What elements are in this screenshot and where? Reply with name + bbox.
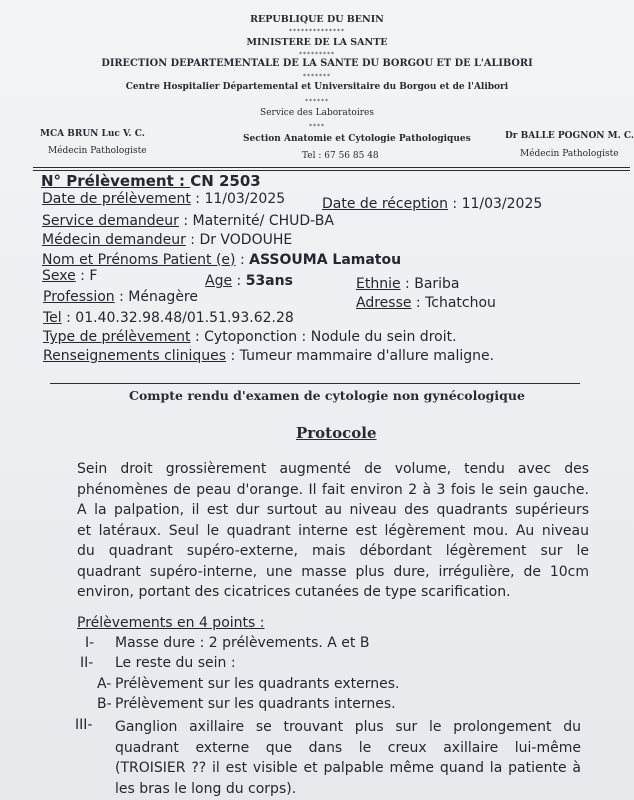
left-doctor-title: Médecin Pathologiste <box>48 146 147 156</box>
sample-type-value: : Cytoponction : Nodule du sein droit. <box>190 329 457 345</box>
header-stars: ********* <box>299 51 335 58</box>
clinical-info-row <box>43 348 494 364</box>
left-doctor-name: MCA BRUN Luc V. C. <box>40 129 145 139</box>
paragraph-line: Sein droit grossièrement augmenté de volume, tendu avec des <box>77 461 589 477</box>
paragraph-line: quadrant supéro-interne, une masse plus dure, irrégulière, de 10cm <box>77 563 589 580</box>
ethnicity-value: : Bariba <box>400 276 460 292</box>
ethnicity-label: Ethnie <box>356 276 401 292</box>
header-divider <box>33 170 630 171</box>
header-stars: ************** <box>289 28 345 35</box>
sample-number-row <box>41 172 261 190</box>
service-label: Service demandeur <box>42 213 179 229</box>
service-row <box>42 213 334 229</box>
reception-date-row <box>322 196 542 212</box>
sex-value: : F <box>75 268 98 284</box>
address-value: : Tchatchou <box>411 295 496 311</box>
header-stars: **** <box>309 123 325 130</box>
list-marker: II- <box>80 655 94 671</box>
sample-number-label: N° Prélèvement : <box>41 172 191 190</box>
sex-row <box>42 268 97 284</box>
list-marker: III- <box>75 717 93 733</box>
header-country: REPUBLIQUE DU BENIN <box>250 14 384 25</box>
phone-label: Tel <box>43 310 62 326</box>
list-marker: I- <box>85 635 95 651</box>
axillary-line: Ganglion axillaire se trouvant plus sur le prolongement du <box>115 719 581 735</box>
axillary-line: (TROISIER ?? il est visible et palpable même quand la patiente à <box>115 760 581 776</box>
patient-name-label: Nom et Prénoms Patient (e) <box>42 252 236 268</box>
axillary-note <box>115 717 581 799</box>
paragraph-line: environ, portant des cicatrices cutanées de type scarification. <box>77 584 511 600</box>
list-marker: B- <box>97 696 112 712</box>
doctor-value: : Dr VODOUHE <box>185 232 293 248</box>
address-label: Adresse <box>356 295 412 311</box>
patient-name-separator: : <box>235 252 250 268</box>
list-item-text: Masse dure : 2 prélèvements. A et B <box>115 635 370 651</box>
sample-number-value: CN 2503 <box>190 172 261 190</box>
age-value: 53ans <box>245 273 293 289</box>
report-title: Compte rendu d'examen de cytologie non gynécologique <box>129 388 525 403</box>
paragraph-line: du quadrant supéro-externe, mais débordant légèrement sur le <box>77 543 589 559</box>
header-ministry: MINISTERE DE LA SANTE <box>246 37 388 48</box>
sampling-date-value: : 11/03/2025 <box>190 191 286 207</box>
doctor-label: Médecin demandeur <box>42 232 186 248</box>
ethnicity-row <box>356 276 460 292</box>
paragraph-line: et latéraux. Seul le quadrant interne est légèrement mou. Au niveau <box>77 522 589 539</box>
header-section: Section Anatomie et Cytologie Pathologiques <box>243 134 471 144</box>
header-direction: DIRECTION DEPARTEMENTALE DE LA SANTE DU BORGOU ET DE L'ALIBORI <box>101 58 533 69</box>
clinical-info-value: : Tumeur mammaire d'allure maligne. <box>226 348 495 364</box>
age-label: Age <box>205 273 233 289</box>
patient-name-value: ASSOUMA Lamatou <box>249 252 402 268</box>
sampling-date-label: Date de prélèvement <box>42 191 191 207</box>
list-marker: A- <box>97 676 112 692</box>
doctor-row <box>42 232 292 248</box>
header-tel: Tel : 67 56 85 48 <box>302 151 379 161</box>
list-item-text: Prélèvement sur les quadrants internes. <box>115 696 396 712</box>
right-doctor-title: Médecin Pathologiste <box>520 149 619 159</box>
header-divider <box>33 167 630 168</box>
age-separator: : <box>232 273 246 289</box>
section-divider <box>50 383 580 384</box>
profession-row <box>43 289 198 305</box>
header-hospital: Centre Hospitalier Départemental et Universitaire du Borgou et de l'Alibori <box>125 82 509 92</box>
paragraph-line: phénomènes de peau d'orange. Il fait environ 2 à 3 fois le sein gauche. <box>77 481 589 498</box>
sex-label: Sexe <box>42 268 76 284</box>
service-value: : Maternité/ CHUD-BA <box>178 213 334 229</box>
profession-label: Profession <box>43 289 115 305</box>
list-item-text: Le reste du sein : <box>115 655 236 671</box>
age-row <box>205 273 293 289</box>
paragraph-line: A la palpation, il est dur surtout au niveau des quadrants supérieurs <box>77 502 589 518</box>
axillary-line: quadrant externe que dans le creux axillaire lui-même <box>115 739 581 756</box>
protocol-paragraph <box>77 459 589 603</box>
header-service: Service des Laboratoires <box>260 108 374 118</box>
address-row <box>356 295 496 311</box>
list-item-text: Prélèvement sur les quadrants externes. <box>115 676 400 692</box>
header-stars: ****** <box>305 98 329 105</box>
phone-value: : 01.40.32.98.48/01.51.93.62.28 <box>61 310 294 326</box>
reception-date-value: : 11/03/2025 <box>447 196 543 212</box>
header-stars: ******* <box>303 73 331 80</box>
profession-value: : Ménagère <box>114 289 198 305</box>
sample-type-label: Type de prélèvement <box>43 329 191 345</box>
samples-heading: Prélèvements en 4 points : <box>77 615 265 631</box>
phone-row <box>43 310 294 326</box>
patient-name-row <box>42 252 401 268</box>
reception-date-label: Date de réception <box>322 196 448 212</box>
axillary-line: les bras le long du corps). <box>115 780 297 797</box>
protocol-heading: Protocole <box>296 424 377 442</box>
clinical-info-label: Renseignements cliniques <box>43 348 227 364</box>
sample-type-row <box>43 329 457 345</box>
right-doctor-name: Dr BALLE POGNON M. C. <box>505 131 634 141</box>
sampling-date-row <box>42 191 285 207</box>
